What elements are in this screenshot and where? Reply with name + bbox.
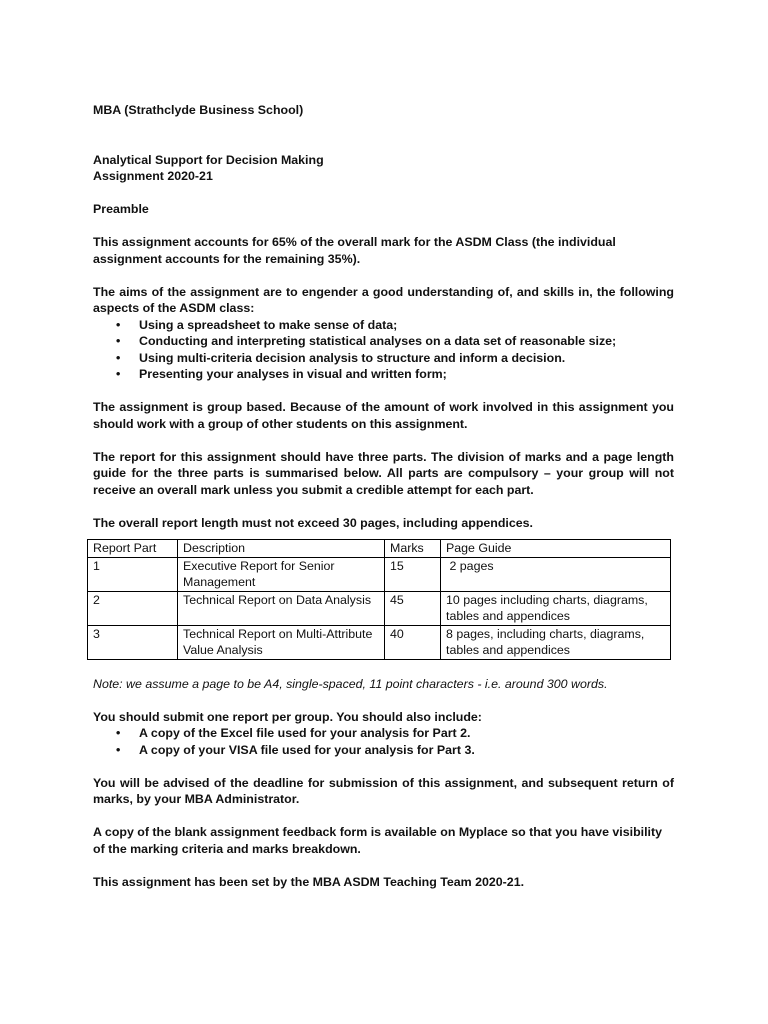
weight-paragraph: This assignment accounts for 65% of the overall mark for the ASDM Class (the individual assignment accounts for the remaining 35%). [93,235,616,266]
table-cell: 40 [385,625,441,659]
deadline-paragraph: You will be advised of the deadline for submission of this assignment, and subsequent return of marks, by your MBA Administrator. [93,775,674,806]
table-cell: Technical Report on Data Analysis [178,591,385,625]
table-row [88,625,671,659]
table-cell: 2 pages [441,557,671,591]
table-cell: Executive Report for Senior Management [178,557,385,591]
table-cell: 10 pages including charts, diagrams, tables and appendices [441,591,671,625]
setby-paragraph: This assignment has been set by the MBA ASDM Teaching Team 2020-21. [93,874,525,889]
bullet-icon: • [116,367,121,381]
group-paragraph: The assignment is group based. Because of the amount of work involved in this assignment you should work with a group of other students on this assignment. [93,400,674,431]
include-list [93,725,674,758]
marks-table [87,539,671,660]
list-item: • A copy of the Excel file used for your analysis for Part 2. [116,726,471,740]
course-title: Analytical Support for Decision Making [93,152,324,167]
table-cell: 3 [88,625,178,659]
length-paragraph: The overall report length must not exceed 30 pages, including appendices. [93,515,533,530]
assignment-title: Assignment 2020-21 [93,169,213,183]
school-title: MBA (Strathclyde Business School) [93,103,304,117]
table-row [88,557,671,591]
table-cell: 2 [88,591,178,625]
bullet-icon: • [116,726,121,740]
table-cell: 8 pages, including charts, diagrams, tables and appendices [441,625,671,659]
table-cell: 1 [88,557,178,591]
list-item: • Presenting your analyses in visual and written form; [116,367,447,381]
feedback-paragraph: A copy of the blank assignment feedback form is available on Myplace so that you have visibility of the marking criteria and marks breakdown. [93,825,662,856]
table-row [88,591,671,625]
table-cell: Technical Report on Multi-Attribute Value Analysis [178,625,385,659]
table-header-row [88,540,671,558]
table-cell: 45 [385,591,441,625]
note-paragraph: Note: we assume a page to be A4, single-spaced, 11 point characters - i.e. around 300 words. [93,676,608,691]
list-item: • A copy of your VISA file used for your analysis for Part 3. [116,742,475,757]
bullet-icon: • [116,742,121,757]
table-cell: 15 [385,557,441,591]
list-item: • Using multi-criteria decision analysis to structure and inform a decision. [116,350,566,365]
table-header: Description [178,540,385,558]
table-header: Marks [385,540,441,558]
aims-list [93,317,674,383]
table-header: Report Part [88,540,178,558]
submit-paragraph: You should submit one report per group. You should also include: [93,709,482,724]
aims-paragraph: The aims of the assignment are to engender a good understanding of, and skills in, the following aspects of the ASDM class: [93,284,674,315]
bullet-icon: • [116,334,121,348]
preamble-heading: Preamble [93,202,149,216]
bullet-icon: • [116,350,121,365]
parts-paragraph: The report for this assignment should have three parts. The division of marks and a page length guide for the three parts is summarised below. All parts are compulsory – your group will not receive an overall mark unless you submit a credible attempt for each part. [93,449,674,497]
list-item: • Using a spreadsheet to make sense of data; [116,317,398,332]
bullet-icon: • [116,317,121,332]
list-item: • Conducting and interpreting statistical analyses on a data set of reasonable size; [116,334,617,348]
table-header: Page Guide [441,540,671,558]
spacer [93,119,674,136]
